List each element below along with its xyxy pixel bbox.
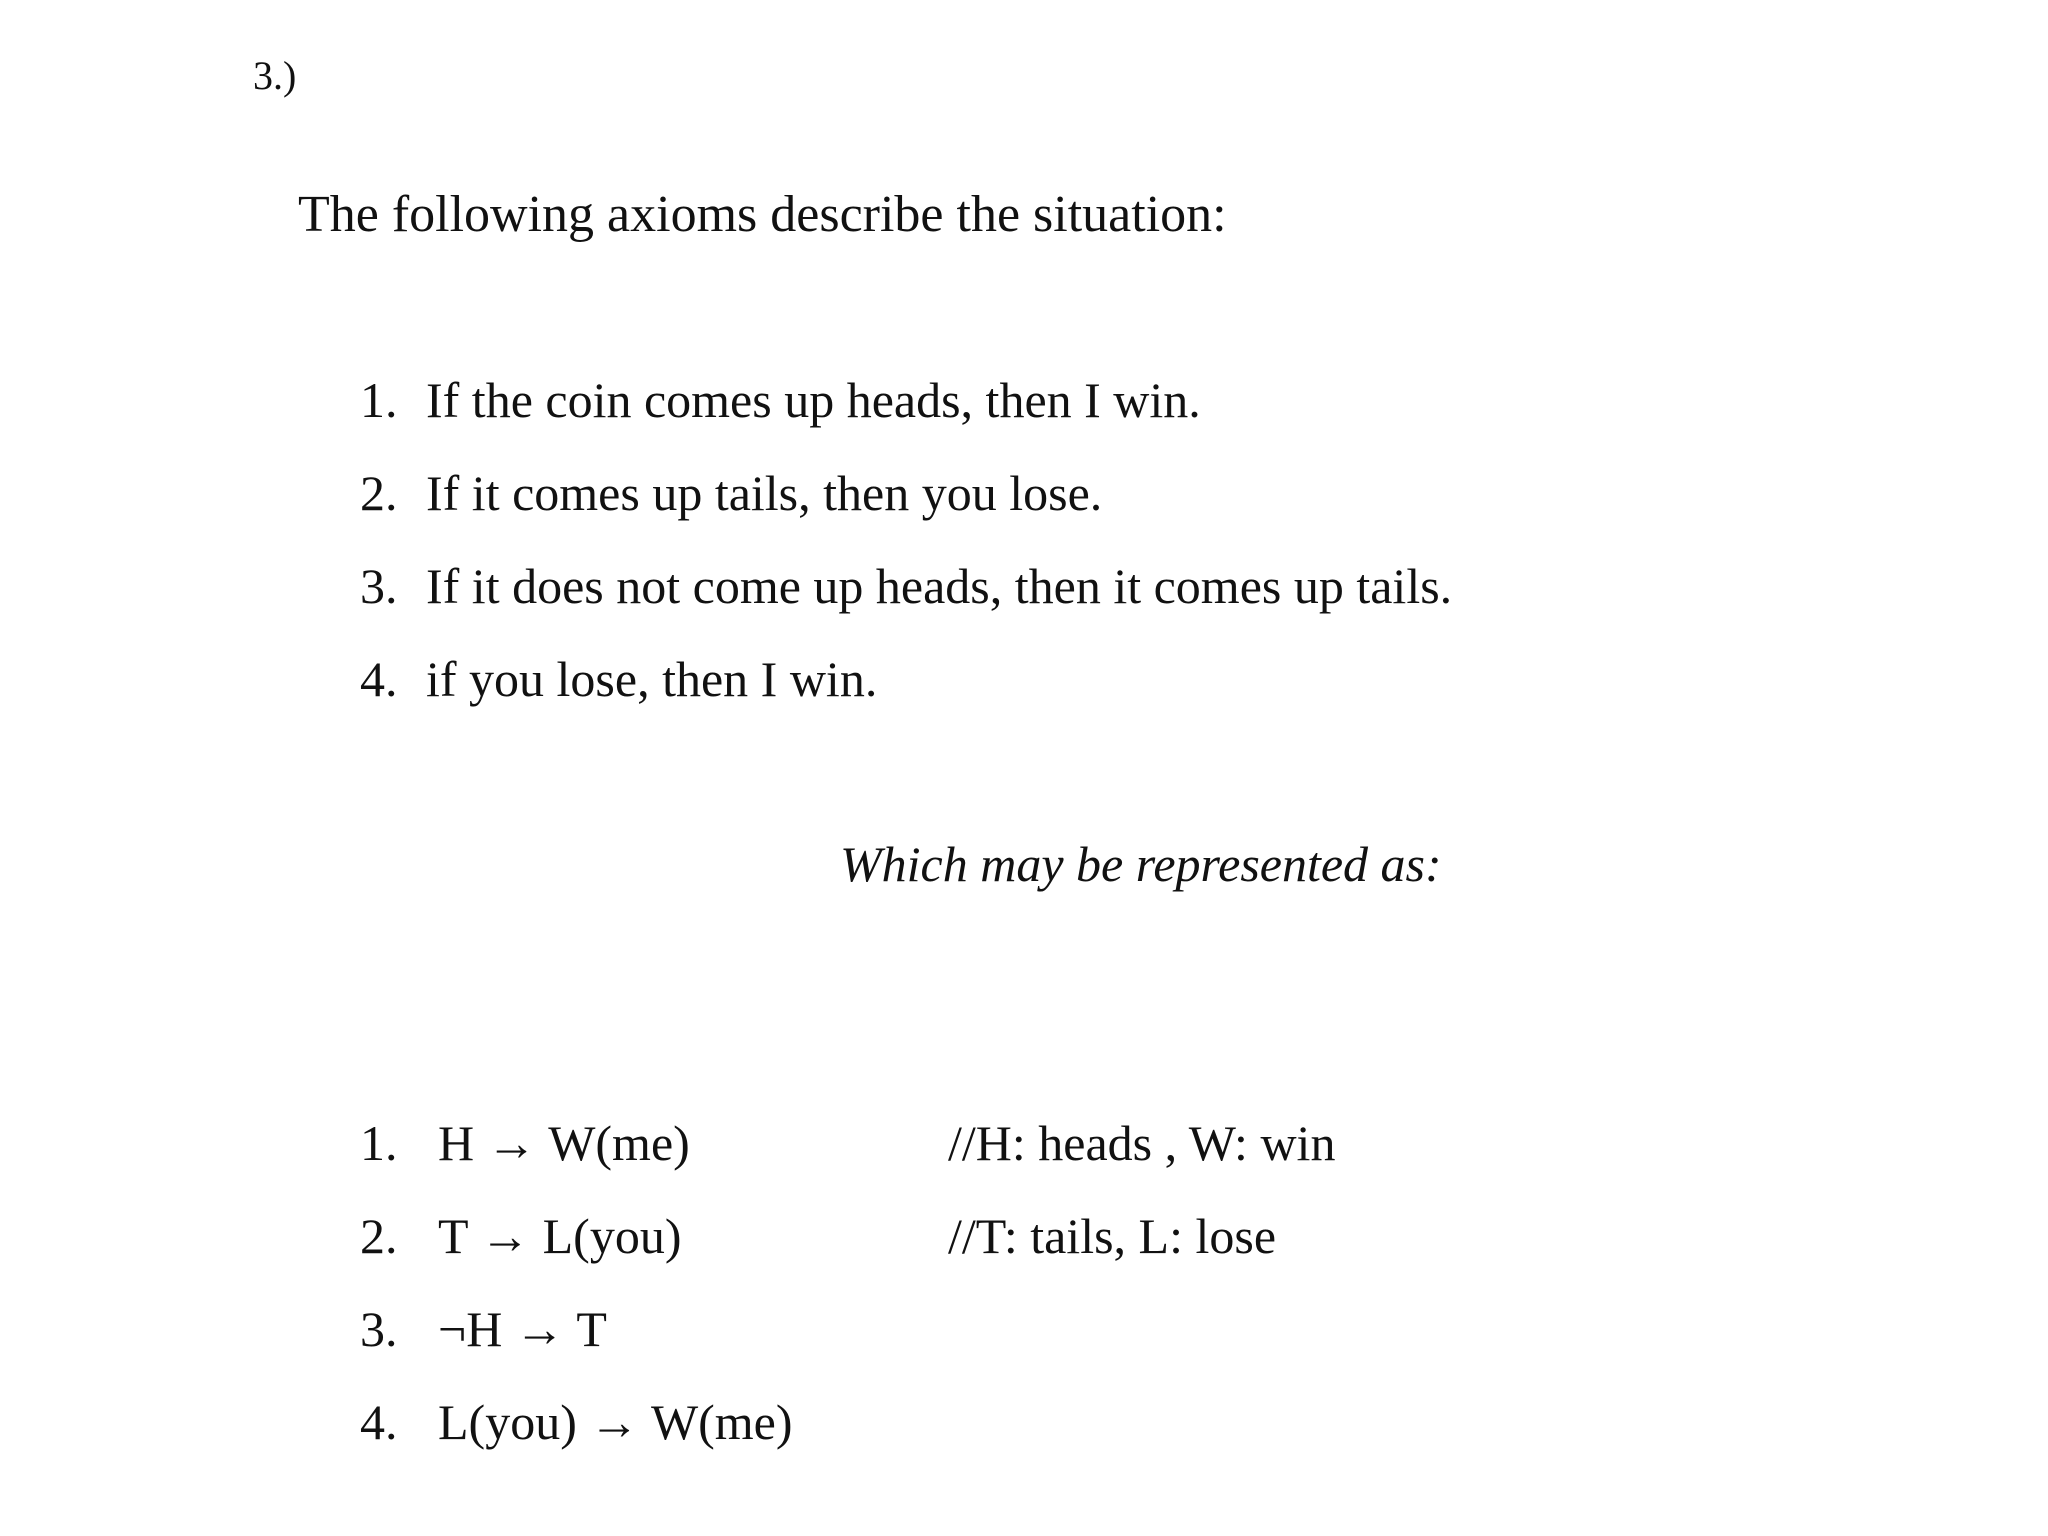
formula-text: H → W(me) bbox=[438, 1115, 690, 1171]
axiom-text: If it comes up tails, then you lose. bbox=[426, 465, 1103, 521]
subheading: Which may be represented as: bbox=[840, 836, 1442, 892]
intro-text: The following axioms describe the situation: bbox=[298, 186, 1227, 243]
problem-number: 3.) bbox=[253, 53, 297, 98]
axiom-text: If it does not come up heads, then it comes up tails. bbox=[426, 558, 1453, 614]
formula-comment: //T: tails, L: lose bbox=[948, 1208, 1277, 1264]
formula-text: T → L(you) bbox=[438, 1208, 682, 1264]
axiom-number: 4. bbox=[360, 651, 398, 707]
axiom-number: 1. bbox=[360, 372, 398, 428]
formula-number: 2. bbox=[360, 1208, 398, 1264]
formula-text: L(you) → W(me) bbox=[438, 1394, 793, 1450]
formula-number: 3. bbox=[360, 1301, 398, 1357]
axiom-number: 3. bbox=[360, 558, 398, 614]
formula-number: 4. bbox=[360, 1394, 398, 1450]
formula-comment: //H: heads , W: win bbox=[948, 1115, 1336, 1171]
formula-text: ¬H → T bbox=[438, 1301, 607, 1357]
formula-number: 1. bbox=[360, 1115, 398, 1171]
axiom-text: If the coin comes up heads, then I win. bbox=[426, 372, 1201, 428]
axiom-text: if you lose, then I win. bbox=[426, 651, 878, 707]
axiom-number: 2. bbox=[360, 465, 398, 521]
